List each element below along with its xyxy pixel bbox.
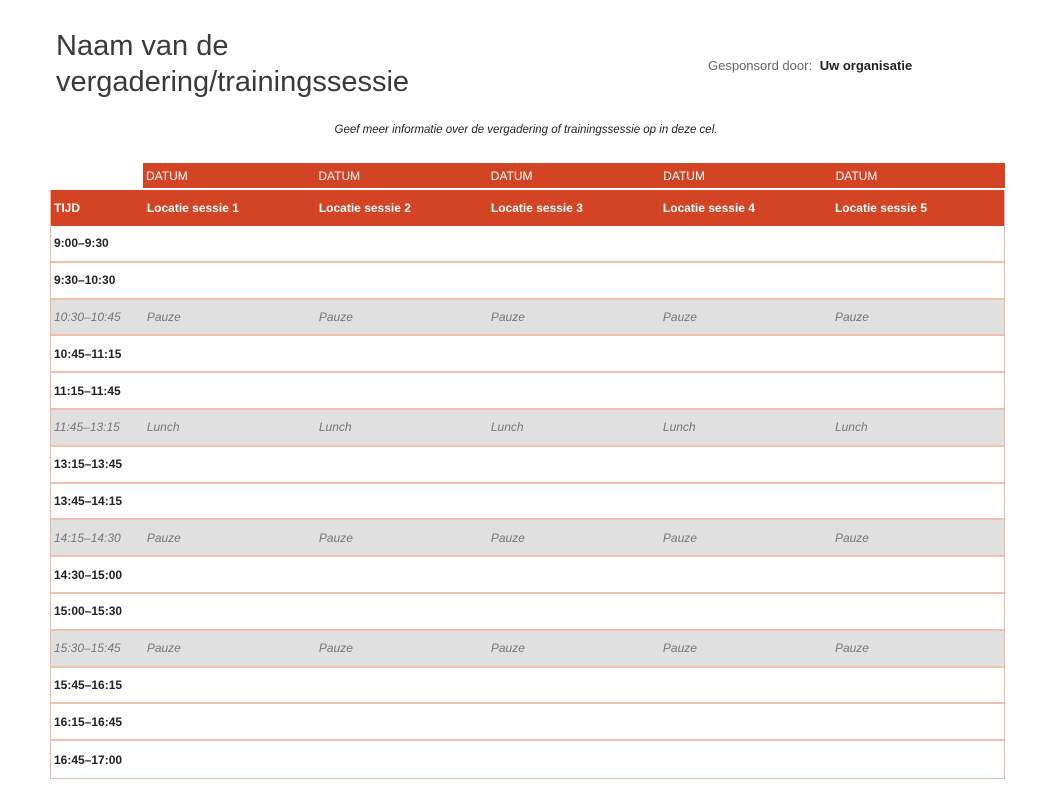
time-cell[interactable]: 9:30–10:30 <box>54 273 116 288</box>
session-cell[interactable]: Pauze <box>834 641 869 656</box>
location-header[interactable]: Locatie sessie 5 <box>834 201 927 215</box>
time-cell[interactable]: 11:45–13:15 <box>54 420 120 435</box>
date-cell[interactable]: DATUM <box>663 169 705 183</box>
date-row <box>143 163 1005 188</box>
session-cell[interactable]: Lunch <box>490 420 524 435</box>
time-cell[interactable]: 13:15–13:45 <box>54 457 123 472</box>
table-row <box>51 741 1004 778</box>
location-header[interactable]: Locatie sessie 1 <box>146 201 239 215</box>
title-line-1: Naam van de <box>56 30 229 62</box>
session-cell[interactable]: Pauze <box>662 641 697 656</box>
session-cell[interactable]: Pauze <box>318 530 353 545</box>
info-text[interactable]: Geef meer informatie over de vergadering of trainingssessie op in deze cel. <box>334 124 718 136</box>
table-row <box>51 226 1004 263</box>
time-cell[interactable]: 14:30–15:00 <box>54 567 123 582</box>
session-cell[interactable]: Pauze <box>834 530 869 545</box>
time-cell[interactable]: 9:00–9:30 <box>54 236 109 251</box>
table-row <box>51 557 1004 594</box>
session-cell[interactable]: Lunch <box>834 420 868 435</box>
time-cell[interactable]: 15:00–15:30 <box>54 604 123 619</box>
time-cell[interactable]: 14:15–14:30 <box>54 530 121 545</box>
header-row <box>51 190 1004 226</box>
session-cell[interactable]: Lunch <box>318 420 352 435</box>
session-cell[interactable]: Lunch <box>662 420 696 435</box>
table-row <box>51 484 1004 521</box>
session-cell[interactable]: Pauze <box>318 641 353 656</box>
table-row <box>51 668 1004 705</box>
date-cell[interactable]: DATUM <box>146 169 188 183</box>
session-cell[interactable]: Pauze <box>490 530 525 545</box>
time-cell[interactable]: 15:45–16:15 <box>54 677 123 692</box>
table-row <box>51 373 1004 410</box>
table-row <box>51 336 1004 373</box>
page-title <box>56 28 409 100</box>
session-cell[interactable]: Pauze <box>662 530 697 545</box>
session-cell[interactable]: Pauze <box>662 309 697 324</box>
session-cell[interactable]: Pauze <box>834 309 869 324</box>
location-header[interactable]: Locatie sessie 3 <box>490 201 583 215</box>
session-cell[interactable]: Pauze <box>146 309 181 324</box>
sponsor-value[interactable]: Uw organisatie <box>819 58 913 73</box>
date-cell[interactable]: DATUM <box>318 169 361 183</box>
table-row <box>51 631 1004 668</box>
table-row <box>51 704 1004 741</box>
time-cell[interactable]: 10:30–10:45 <box>54 309 121 324</box>
table-row <box>51 447 1004 484</box>
date-cell[interactable]: DATUM <box>835 169 878 183</box>
session-cell[interactable]: Pauze <box>146 641 181 656</box>
title-line-2: vergadering/trainingssessie <box>56 66 410 98</box>
date-cell[interactable]: DATUM <box>490 169 533 183</box>
time-cell[interactable]: 15:30–15:45 <box>54 641 121 656</box>
time-cell[interactable]: 11:15–11:45 <box>54 383 121 398</box>
table-row <box>51 300 1004 337</box>
time-header: TIJD <box>54 201 81 215</box>
session-cell[interactable]: Pauze <box>318 309 353 324</box>
time-cell[interactable]: 10:45–11:15 <box>54 346 122 361</box>
location-header[interactable]: Locatie sessie 2 <box>318 201 411 215</box>
sponsor-label: Gesponsord door: <box>708 58 813 73</box>
time-cell[interactable]: 13:45–14:15 <box>54 493 123 508</box>
session-cell[interactable]: Pauze <box>490 309 525 324</box>
sponsor <box>708 58 912 73</box>
session-cell[interactable]: Lunch <box>146 420 180 435</box>
table-row <box>51 594 1004 631</box>
session-cell[interactable]: Pauze <box>490 641 525 656</box>
table-row <box>51 410 1004 447</box>
table-row <box>51 263 1004 300</box>
schedule-table <box>50 190 1005 779</box>
time-cell[interactable]: 16:45–17:00 <box>54 752 123 767</box>
session-cell[interactable]: Pauze <box>146 530 181 545</box>
time-cell[interactable]: 16:15–16:45 <box>54 714 123 729</box>
location-header[interactable]: Locatie sessie 4 <box>662 201 755 215</box>
table-row <box>51 520 1004 557</box>
